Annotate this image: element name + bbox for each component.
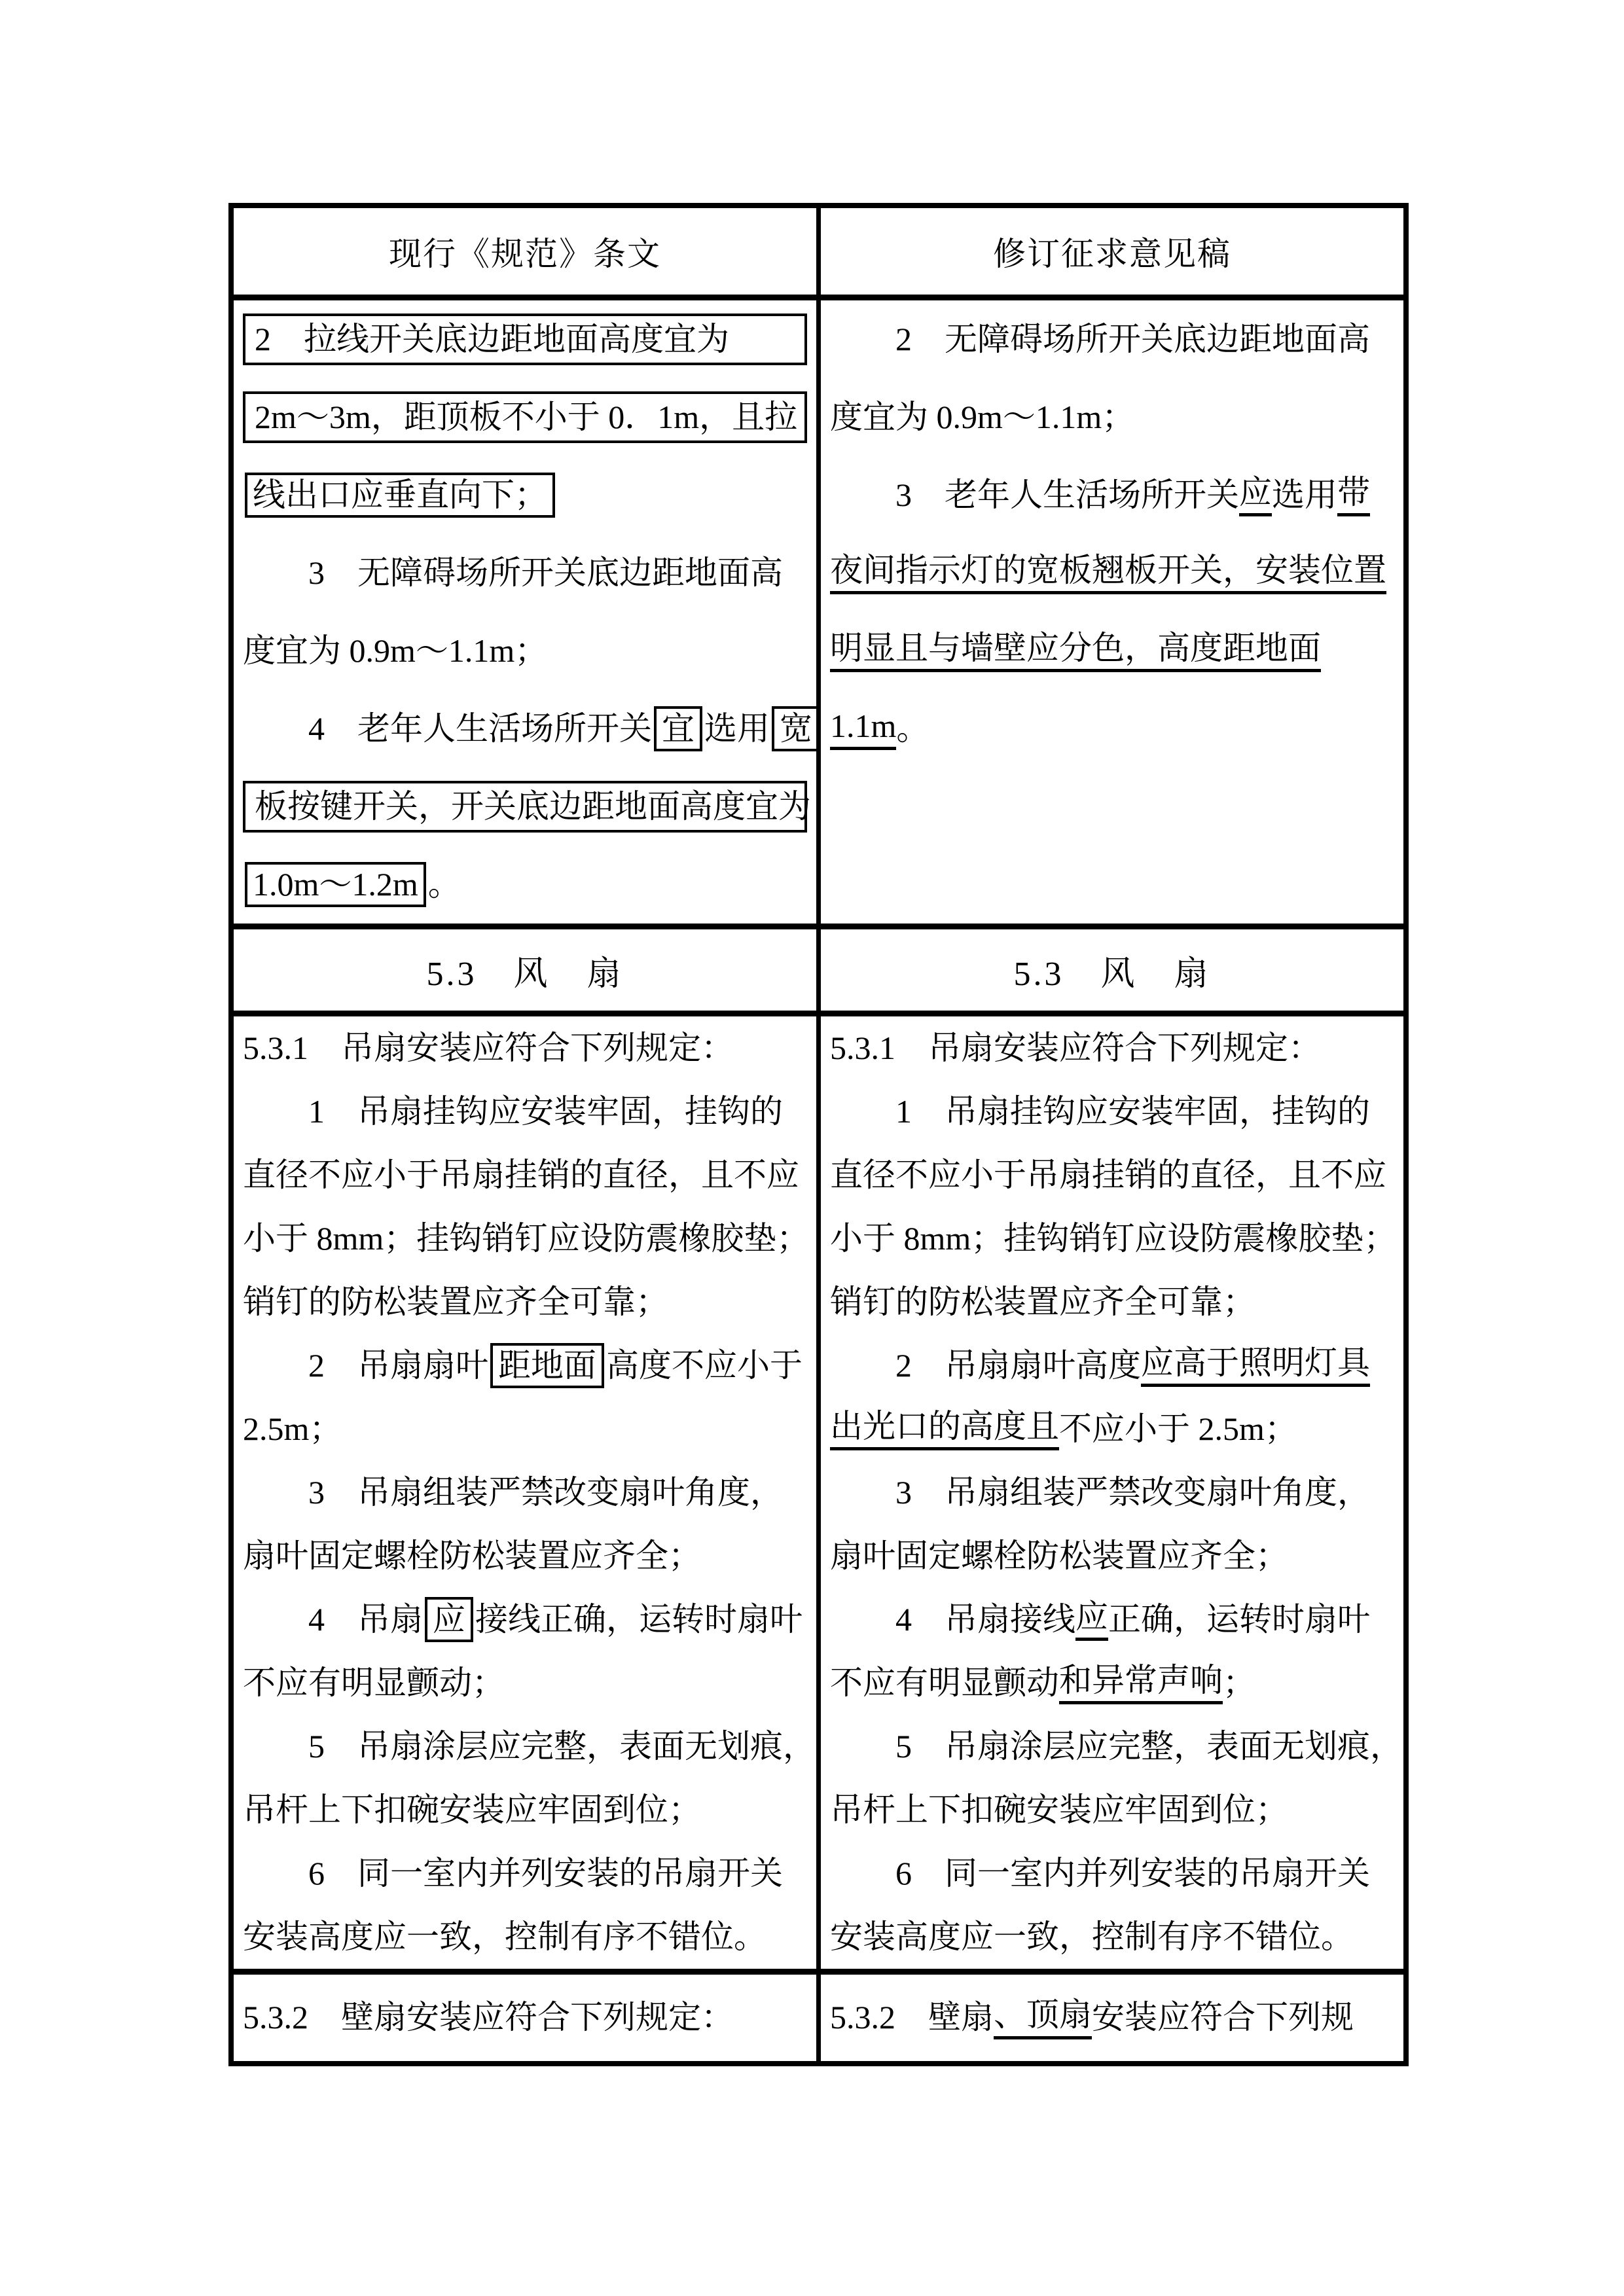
text-segment: 选用	[704, 709, 770, 747]
underlined-addition: 应	[1239, 474, 1272, 517]
text-segment: 安装高度应一致，控制有序不错位。	[243, 1918, 767, 1955]
text-segment: 直径不应小于吊扇挂销的直径，且不应	[243, 1156, 799, 1193]
text-line	[830, 1397, 1394, 1461]
text-segment: 安装应符合下列规	[1092, 1999, 1354, 2036]
text-segment: 5.3.2 壁扇	[830, 1999, 994, 2036]
column-header-revised: 修订征求意见稿	[993, 236, 1231, 272]
text-line	[830, 300, 1394, 378]
cell-531-current	[234, 1016, 821, 1969]
text-line	[243, 1778, 807, 1842]
text-line	[830, 690, 1394, 768]
row-531-ceiling-fan	[234, 1011, 1403, 1969]
text-line	[243, 1461, 807, 1524]
underlined-addition: 、顶扇	[994, 1996, 1092, 2039]
text-segment: 正确，运转时扇叶	[1108, 1600, 1370, 1638]
text-line	[243, 534, 807, 612]
text-line	[830, 1651, 1394, 1715]
text-segment: 3 无障碍场所开关底边距地面高	[308, 554, 783, 591]
header-cell-current	[234, 208, 821, 295]
text-segment: 直径不应小于吊扇挂销的直径，且不应	[830, 1156, 1386, 1193]
text-segment: 3 吊扇组装严禁改变扇叶角度，	[895, 1473, 1370, 1511]
section-title-revised: 5.3 风 扇	[1013, 955, 1211, 993]
text-segment: 5 吊扇涂层应完整，表面无划痕，	[895, 1727, 1403, 1765]
text-line	[830, 1334, 1394, 1397]
text-line	[243, 1588, 807, 1651]
text-segment: 4 吊扇	[308, 1600, 423, 1638]
text-segment: 吊杆上下扣碗安装应牢固到位；	[243, 1791, 701, 1828]
boxed-revision-mark: 距地面	[490, 1343, 604, 1389]
table-header-row	[234, 208, 1403, 295]
underlined-addition: 带	[1337, 474, 1370, 517]
text-segment: 销钉的防松装置应齐全可靠；	[243, 1283, 668, 1320]
text-segment: 不应有明显颤动；	[243, 1664, 505, 1701]
text-line	[243, 1143, 807, 1207]
text-segment: 2.5m；	[243, 1410, 342, 1447]
row-switch-clauses	[234, 295, 1403, 924]
text-segment: 高度不应小于	[606, 1346, 803, 1384]
text-line	[830, 456, 1394, 534]
boxed-deletion-line	[243, 781, 811, 833]
text-segment: 扇叶固定螺栓防松装置应齐全；	[830, 1537, 1288, 1574]
text-segment: 。	[427, 865, 461, 903]
text-line	[243, 1999, 734, 2037]
text-line	[830, 1715, 1403, 1778]
boxed-deletion-line	[243, 314, 807, 366]
text-segment: 6 同一室内并列安装的吊扇开关	[308, 1854, 783, 1892]
row-532-wall-fan	[234, 1969, 1403, 2061]
text-line	[830, 378, 1394, 456]
text-segment: 小于 8mm；挂钩销钉应设防震橡胶垫；	[830, 1219, 1397, 1257]
text-line	[830, 1270, 1394, 1334]
text-segment: 4 老年人生活场所开关	[308, 709, 652, 747]
underlined-addition: 应高于照明灯具	[1141, 1344, 1370, 1388]
text-segment: 2 吊扇扇叶	[308, 1346, 488, 1384]
text-segment: 1 吊扇挂钩应安装牢固，挂钩的	[895, 1092, 1370, 1130]
underlined-addition: 和异常声响	[1059, 1662, 1223, 1705]
underlined-addition: 明显且与墙壁应分色，高度距地面	[830, 630, 1321, 673]
text-segment: 4 吊扇接线	[895, 1600, 1075, 1638]
text-line	[243, 1905, 807, 1969]
text-segment: 板按键开关，开关底边距地面高度宜为	[255, 787, 811, 825]
text-line	[830, 1207, 1397, 1270]
text-line	[243, 456, 807, 534]
boxed-deletion-line	[243, 391, 807, 444]
cell-switch-current	[234, 300, 821, 924]
text-segment: 5.3.2 壁扇安装应符合下列规定：	[243, 1999, 734, 2036]
text-line	[243, 768, 811, 846]
text-line	[243, 690, 812, 768]
text-line	[243, 1207, 810, 1270]
boxed-revision-mark: 宽	[772, 706, 820, 752]
text-line	[830, 612, 1394, 690]
text-segment: 6 同一室内并列安装的吊扇开关	[895, 1854, 1370, 1892]
text-segment: 5 吊扇涂层应完整，表面无划痕，	[308, 1727, 816, 1765]
column-header-current: 现行《规范》条文	[389, 236, 661, 272]
row-section-fan	[234, 924, 1403, 1011]
text-segment: 安装高度应一致，控制有序不错位。	[830, 1918, 1354, 1955]
cell-532-current	[234, 1975, 821, 2061]
cell-section-revised	[821, 929, 1403, 1011]
text-segment: ；	[1223, 1664, 1255, 1701]
text-segment: 。	[896, 709, 929, 747]
text-segment: 度宜为 0.9m～1.1m；	[243, 632, 548, 669]
text-segment: 2 拉线开关底边距地面高度宜为	[255, 320, 729, 357]
text-line	[243, 1016, 807, 1080]
text-segment: 度宜为 0.9m～1.1m；	[830, 398, 1135, 435]
text-line	[243, 1397, 807, 1461]
text-line	[830, 1778, 1394, 1842]
text-segment: 小于 8mm；挂钩销钉应设防震橡胶垫；	[243, 1219, 810, 1257]
text-segment: 5.3.1 吊扇安装应符合下列规定：	[830, 1029, 1321, 1066]
text-line	[830, 1524, 1394, 1588]
text-line	[830, 1080, 1394, 1143]
underlined-addition: 1.1m	[830, 708, 896, 751]
text-segment: 不应有明显颤动	[830, 1664, 1059, 1701]
text-line	[243, 1842, 807, 1905]
text-line	[830, 1905, 1394, 1969]
text-line	[830, 1143, 1394, 1207]
text-line	[830, 1016, 1394, 1080]
comparison-table	[228, 203, 1409, 2066]
cell-section-current	[234, 929, 821, 1011]
underlined-addition: 应	[1075, 1598, 1108, 1641]
text-segment: 吊杆上下扣碗安装应牢固到位；	[830, 1791, 1288, 1828]
text-line	[243, 612, 807, 690]
text-line	[243, 1524, 807, 1588]
text-segment: 扇叶固定螺栓防松装置应齐全；	[243, 1537, 701, 1574]
text-segment: 1 吊扇挂钩应安装牢固，挂钩的	[308, 1092, 783, 1130]
text-segment: 2m～3m，距顶板不小于 0．1m，且拉	[255, 398, 798, 435]
text-segment: 3 吊扇组装严禁改变扇叶角度，	[308, 1473, 783, 1511]
text-line	[830, 1461, 1394, 1524]
text-segment: 2 吊扇扇叶高度	[895, 1346, 1141, 1384]
cell-531-revised	[821, 1016, 1403, 1969]
text-segment: 不应小于 2.5m；	[1059, 1410, 1297, 1447]
text-segment: 5.3.1 吊扇安装应符合下列规定：	[243, 1029, 734, 1066]
text-segment: 接线正确，运转时扇叶	[475, 1600, 803, 1638]
boxed-revision-mark: 线出口应垂直向下；	[245, 473, 555, 518]
cell-switch-revised	[821, 300, 1403, 924]
boxed-revision-mark: 应	[425, 1597, 473, 1643]
text-line	[830, 1996, 1354, 2039]
text-line	[243, 300, 807, 378]
text-line	[830, 1842, 1394, 1905]
text-line	[243, 378, 807, 456]
text-line	[243, 1715, 816, 1778]
text-line	[830, 1588, 1394, 1651]
text-segment: 销钉的防松装置应齐全可靠；	[830, 1283, 1255, 1320]
boxed-revision-mark: 1.0m～1.2m	[245, 862, 426, 908]
text-line	[243, 846, 807, 924]
text-segment: 选用	[1272, 476, 1337, 513]
text-segment: 2 无障碍场所开关底边距地面高	[895, 320, 1370, 357]
text-line	[243, 1080, 807, 1143]
text-line	[243, 1334, 807, 1397]
text-line	[243, 1651, 807, 1715]
underlined-addition: 出光口的高度且	[830, 1408, 1059, 1451]
text-segment: 3 老年人生活场所开关	[895, 476, 1239, 513]
text-line	[243, 1270, 807, 1334]
text-line	[830, 534, 1394, 612]
boxed-revision-mark: 宜	[654, 706, 702, 752]
underlined-addition: 夜间指示灯的宽板翘板开关，安装位置	[830, 552, 1386, 595]
header-cell-revised	[821, 208, 1403, 295]
section-title-current: 5.3 风 扇	[426, 955, 624, 993]
cell-532-revised	[821, 1975, 1403, 2061]
